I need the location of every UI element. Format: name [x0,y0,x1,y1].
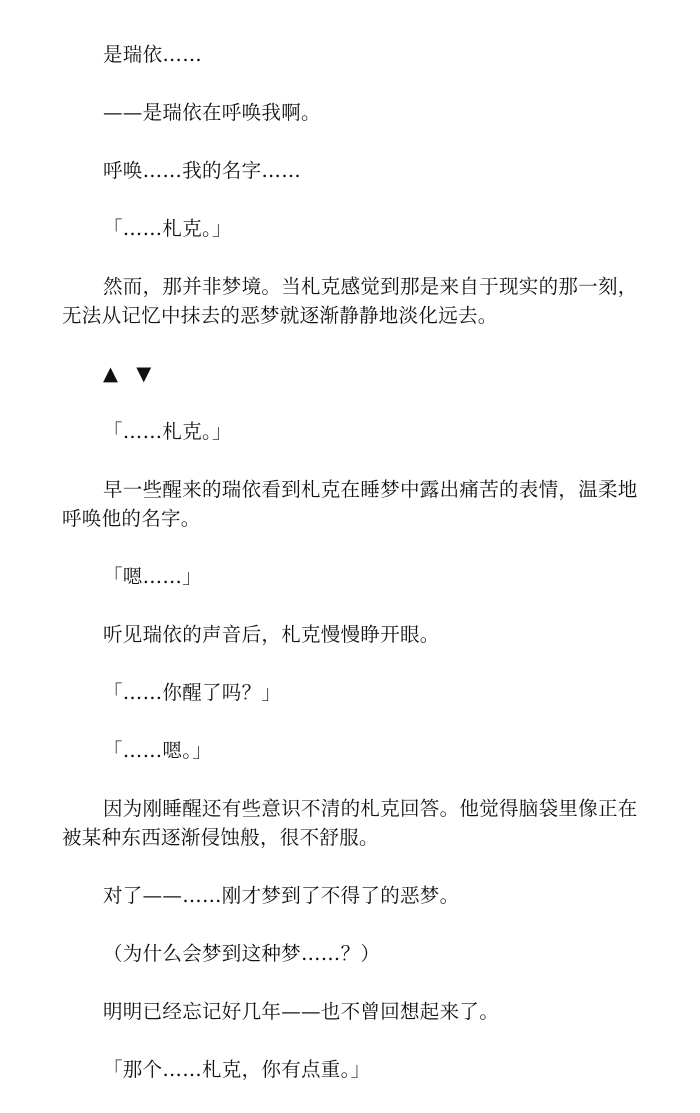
paragraph-8: 「嗯……」 [103,565,202,588]
paragraph-13: 对了——……刚才梦到了不得了的恶梦。 [103,884,460,907]
novel-page [62,40,638,1113]
paragraph-11: 「……嗯。」 [103,739,213,762]
paragraph-12: 因为刚睡醒还有些意识不清的札克回答。他觉得脑袋里像正在被某种东西逐渐侵蚀般，很不舒服。 [62,797,638,849]
paragraph-14: （为什么会梦到这种梦……？） [103,942,381,965]
paragraph-9: 听见瑞依的声音后，札克慢慢睁开眼。 [103,623,440,646]
paragraph-3: 呼唤……我的名字…… [103,159,301,182]
paragraph-4: 「……札克。」 [103,217,232,240]
paragraph-1: 是瑞依…… [103,43,202,66]
scene-divider: ▲ ▼ [103,362,158,385]
paragraph-5: 然而，那并非梦境。当札克感觉到那是来自于现实的那一刻，无法从记忆中抹去的恶梦就逐渐静静地淡化远去。 [62,275,638,327]
paragraph-15: 明明已经忘记好几年——也不曾回想起来了。 [103,1000,500,1023]
paragraph-16: 「那个……札克，你有点重。」 [103,1058,371,1081]
paragraph-2: ——是瑞依在呼唤我啊。 [103,101,321,124]
paragraph-7: 早一些醒来的瑞依看到札克在睡梦中露出痛苦的表情，温柔地呼唤他的名字。 [62,478,638,530]
paragraph-6: 「……札克。」 [103,420,232,443]
paragraph-10: 「……你醒了吗？」 [103,681,282,704]
